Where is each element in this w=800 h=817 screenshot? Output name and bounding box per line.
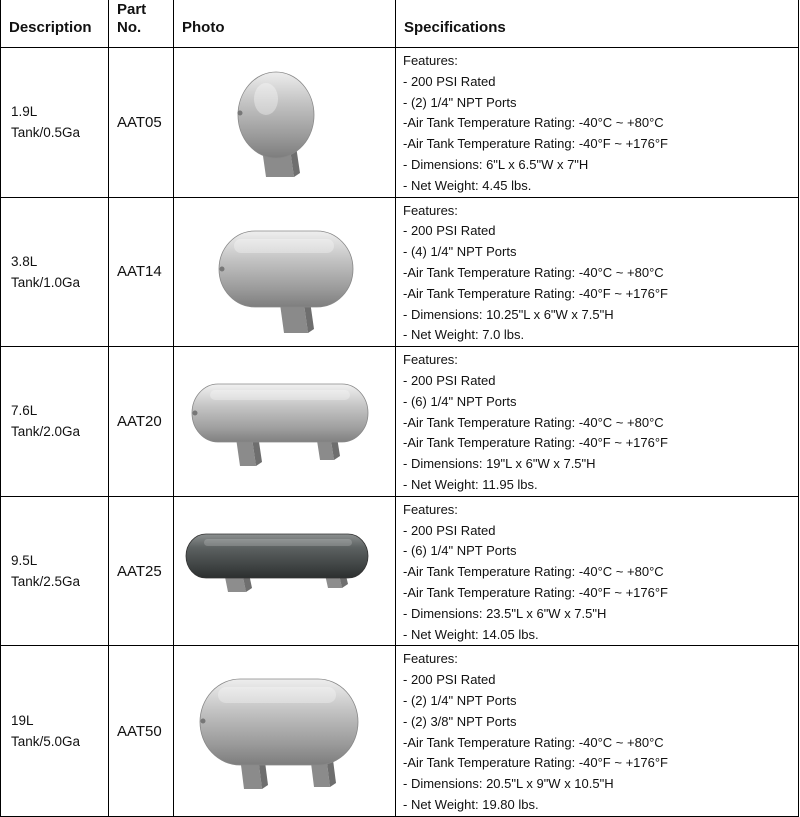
description-capacity: 3.8L [11, 253, 38, 269]
spec-line: - 200 PSI Rated [403, 223, 496, 239]
spec-line: Features: [403, 202, 458, 218]
spec-line: -Air Tank Temperature Rating: -40°C ~ +80°C [403, 414, 664, 430]
spec-line: - (6) 1/4" NPT Ports [403, 393, 517, 409]
description-cell [1, 646, 109, 816]
spec-line: - 200 PSI Rated [403, 73, 496, 89]
air-tank-photo [174, 49, 396, 195]
header-part-no: Part No. [109, 0, 174, 48]
spec-line: - Net Weight: 11.95 lbs. [403, 476, 538, 492]
description-capacity: 19L [11, 713, 34, 728]
air-tank-photo [174, 649, 396, 813]
air-tank-photo [174, 348, 396, 494]
spec-line: -Air Tank Temperature Rating: -40°C ~ +80°C [403, 264, 664, 280]
spec-line: -Air Tank Temperature Rating: -40°F ~ +176°F [403, 435, 668, 451]
photo-cell [174, 496, 396, 646]
header-photo: Photo [174, 0, 396, 48]
spec-line: - Net Weight: 19.80 lbs. [403, 796, 539, 812]
spec-line: - Net Weight: 4.45 lbs. [403, 177, 532, 193]
spec-line: - 200 PSI Rated [403, 672, 496, 688]
specifications-cell [396, 197, 799, 347]
description-gallons: Tank/2.0Ga [11, 424, 81, 440]
specifications-cell [396, 347, 799, 497]
description-cell [1, 496, 109, 646]
spec-line: - Dimensions: 10.25"L x 6"W x 7.5"H [403, 306, 614, 322]
table-row [1, 347, 799, 497]
specifications-cell [396, 496, 799, 646]
description-capacity: 1.9L [11, 104, 38, 120]
table-row [1, 197, 799, 347]
table-row [1, 646, 799, 816]
part-number: AAT25 [109, 496, 174, 646]
spec-line: -Air Tank Temperature Rating: -40°C ~ +80°C [403, 734, 664, 750]
description-gallons: Tank/2.5Ga [11, 574, 81, 590]
spec-line: Features: [403, 501, 458, 517]
part-number: AAT20 [109, 347, 174, 497]
spec-line: - Dimensions: 20.5"L x 9"W x 10.5"H [403, 776, 614, 792]
spec-line: Features: [403, 651, 458, 667]
photo-cell [174, 347, 396, 497]
specifications-cell [396, 646, 799, 816]
spec-line: - Dimensions: 19"L x 6"W x 7.5"H [403, 456, 596, 472]
spec-line: - 200 PSI Rated [403, 522, 496, 538]
spec-line: Features: [403, 352, 458, 368]
spec-line: -Air Tank Temperature Rating: -40°F ~ +176°F [403, 755, 668, 771]
spec-line: -Air Tank Temperature Rating: -40°C ~ +80°C [403, 115, 664, 131]
spec-line: - 200 PSI Rated [403, 372, 496, 388]
spec-line: - (2) 1/4" NPT Ports [403, 692, 517, 708]
photo-cell [174, 197, 396, 347]
description-cell [1, 347, 109, 497]
specifications-cell [396, 48, 799, 198]
description-capacity: 9.5L [11, 553, 38, 569]
description-gallons: Tank/0.5Ga [11, 125, 81, 141]
air-tank-photo [174, 199, 396, 345]
spec-line: -Air Tank Temperature Rating: -40°C ~ +80°C [403, 564, 664, 580]
spec-line: - Net Weight: 14.05 lbs. [403, 626, 539, 642]
spec-line: - (2) 1/4" NPT Ports [403, 94, 517, 110]
header-description: Description [1, 0, 109, 48]
table-row [1, 496, 799, 646]
spec-line: -Air Tank Temperature Rating: -40°F ~ +176°F [403, 285, 668, 301]
part-number: AAT50 [109, 646, 174, 816]
photo-cell [174, 48, 396, 198]
spec-line: - (6) 1/4" NPT Ports [403, 543, 517, 559]
table-row [1, 48, 799, 198]
description-cell [1, 197, 109, 347]
header-row [1, 0, 799, 48]
photo-cell [174, 646, 396, 816]
spec-line: -Air Tank Temperature Rating: -40°F ~ +176°F [403, 136, 668, 152]
description-cell [1, 48, 109, 198]
description-capacity: 7.6L [11, 403, 38, 419]
header-specifications: Specifications [396, 0, 799, 48]
description-gallons: Tank/5.0Ga [11, 734, 81, 749]
spec-line: Features: [403, 53, 458, 68]
spec-line: - Net Weight: 7.0 lbs. [403, 327, 525, 343]
spec-line: -Air Tank Temperature Rating: -40°F ~ +176°F [403, 584, 668, 600]
spec-line: - (4) 1/4" NPT Ports [403, 244, 517, 260]
description-gallons: Tank/1.0Ga [11, 274, 81, 290]
spec-line: - Dimensions: 6"L x 6.5"W x 7"H [403, 156, 589, 172]
spec-line: - Dimensions: 23.5"L x 6"W x 7.5"H [403, 605, 607, 621]
part-number: AAT14 [109, 197, 174, 347]
part-number: AAT05 [109, 48, 174, 198]
air-tank-photo [174, 498, 396, 644]
spec-line: - (2) 3/8" NPT Ports [403, 713, 517, 729]
